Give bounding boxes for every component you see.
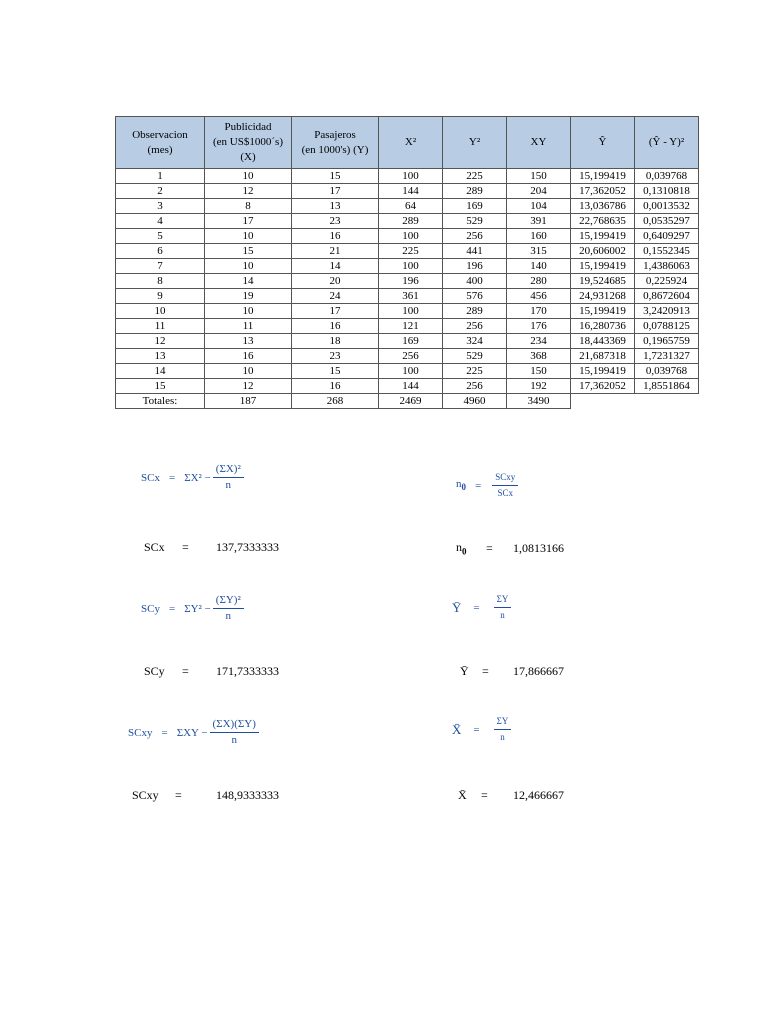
fraction-numerator: SCxy (492, 471, 518, 486)
fraction-denominator: n (231, 734, 237, 746)
fraction-denominator: n (225, 479, 232, 491)
result-label: $n_0$ (456, 540, 467, 557)
table-cell: 14 (116, 364, 205, 379)
table-cell: 0,0788125 (635, 319, 699, 334)
table-cell: 24,931268 (571, 289, 635, 304)
table-cell: 1,8551864 (635, 379, 699, 394)
formula-lhs: X̄ (452, 721, 462, 737)
table-cell: 17,362052 (571, 184, 635, 199)
result-value: 137,7333333 (216, 540, 279, 554)
table-row (116, 319, 699, 334)
fraction (492, 471, 518, 500)
result-value: 148,9333333 (216, 788, 279, 802)
formula-lhs: SCy (141, 602, 160, 615)
result-value: 12,466667 (513, 788, 564, 802)
table-cell: 19 (205, 289, 292, 304)
table-cell: 225 (443, 169, 507, 184)
fraction-denominator: n (225, 610, 232, 622)
fraction-numerator: (ΣX)(ΣY) (210, 718, 259, 733)
table-row (116, 289, 699, 304)
fraction (494, 715, 512, 744)
equals-sign: = (473, 723, 480, 736)
table-cell: 15,199419 (571, 169, 635, 184)
table-cell: 0,039768 (635, 364, 699, 379)
fraction (494, 593, 512, 622)
formula-scy (141, 594, 244, 623)
table-cell: 13 (292, 199, 379, 214)
table-cell: 192 (507, 379, 571, 394)
result-label: SCy (144, 664, 165, 678)
table-cell: 3,2420913 (635, 304, 699, 319)
table-cell: 12 (205, 184, 292, 199)
table-cell: 289 (443, 304, 507, 319)
equals-sign: = (481, 788, 488, 802)
table-cell: 196 (379, 274, 443, 289)
result-label: Ȳ (460, 664, 469, 678)
fraction-numerator: ΣY (494, 593, 512, 608)
table-cell: 0,0535297 (635, 214, 699, 229)
equals-sign: = (182, 540, 189, 554)
table-cell: 361 (379, 289, 443, 304)
table-cell: 289 (379, 214, 443, 229)
table-cell: 225 (379, 244, 443, 259)
formula-scxy (128, 718, 259, 747)
totals-cell: 2469 (379, 394, 443, 409)
formula-lhs: SCx (141, 471, 160, 484)
table-cell: 315 (507, 244, 571, 259)
table-cell: 20 (292, 274, 379, 289)
table-cell: 100 (379, 364, 443, 379)
table-cell: 11 (205, 319, 292, 334)
table-header-row (116, 117, 699, 169)
table-cell: 13,036786 (571, 199, 635, 214)
table-cell: 0,6409297 (635, 229, 699, 244)
table-cell: 0,0013532 (635, 199, 699, 214)
table-cell: 3 (116, 199, 205, 214)
table-cell: 22,768635 (571, 214, 635, 229)
header-xy: XY (507, 117, 571, 169)
equals-sign: = (486, 540, 493, 555)
formula-lead: ΣXY − (176, 726, 208, 739)
result-value: 1,0813166 (513, 540, 564, 555)
table-cell: 2 (116, 184, 205, 199)
table-cell: 204 (507, 184, 571, 199)
table-cell: 140 (507, 259, 571, 274)
table-row (116, 334, 699, 349)
result-value: 17,866667 (513, 664, 564, 678)
formula-lead: ΣY² − (184, 602, 211, 615)
table-cell: 16 (292, 319, 379, 334)
totals-cell: 187 (205, 394, 292, 409)
result-value: 171,7333333 (216, 664, 279, 678)
formula-lhs: SCxy (128, 726, 153, 739)
table-cell: 20,606002 (571, 244, 635, 259)
table-cell: 15,199419 (571, 229, 635, 244)
equals-sign: = (482, 664, 489, 678)
table-cell: 100 (379, 259, 443, 274)
result-label: X̄ (458, 788, 467, 802)
totals-row (116, 394, 699, 409)
table-cell: 15,199419 (571, 364, 635, 379)
table-cell: 18 (292, 334, 379, 349)
table-cell: 15 (292, 364, 379, 379)
formula-lead: ΣX² − (184, 471, 211, 484)
totals-cell: 4960 (443, 394, 507, 409)
table-cell: 1,7231327 (635, 349, 699, 364)
equals-sign: = (175, 788, 182, 802)
table-cell: 104 (507, 199, 571, 214)
header-residual-squared: (Ŷ - Y)² (635, 117, 699, 169)
table-cell: 150 (507, 364, 571, 379)
formula-b0 (456, 471, 518, 500)
table-cell: 280 (507, 274, 571, 289)
table-cell: 10 (116, 304, 205, 319)
table-cell: 14 (205, 274, 292, 289)
table-cell: 256 (443, 319, 507, 334)
fraction-denominator: SCx (497, 488, 513, 498)
header-pasajeros: Pasajeros (en 1000's) (Y) (292, 117, 379, 169)
table-row (116, 379, 699, 394)
table-cell: 7 (116, 259, 205, 274)
table-cell: 529 (443, 214, 507, 229)
header-observacion: Observacion (mes) (116, 117, 205, 169)
table-cell: 17 (292, 304, 379, 319)
table-cell: 121 (379, 319, 443, 334)
table-cell: 400 (443, 274, 507, 289)
table-cell: 16,280736 (571, 319, 635, 334)
table-cell: 456 (507, 289, 571, 304)
result-ybar (460, 664, 564, 679)
table-cell: 0,1310818 (635, 184, 699, 199)
table-cell: 234 (507, 334, 571, 349)
table-row (116, 304, 699, 319)
fraction (210, 718, 259, 747)
table-cell: 144 (379, 379, 443, 394)
equals-sign: = (168, 471, 176, 484)
equals-sign: = (473, 601, 480, 614)
table-cell: 576 (443, 289, 507, 304)
table-cell: 150 (507, 169, 571, 184)
table-cell: 24 (292, 289, 379, 304)
equals-sign: = (168, 602, 176, 615)
table-row (116, 199, 699, 214)
table-cell: 6 (116, 244, 205, 259)
formula-scx (141, 463, 244, 492)
table-cell: 23 (292, 214, 379, 229)
equals-sign: = (182, 664, 189, 678)
table-cell: 15 (116, 379, 205, 394)
table-row (116, 214, 699, 229)
table-cell: 19,524685 (571, 274, 635, 289)
table-cell: 441 (443, 244, 507, 259)
table-cell: 100 (379, 169, 443, 184)
table-cell: 17 (205, 214, 292, 229)
fraction (213, 594, 244, 623)
table-cell: 196 (443, 259, 507, 274)
table-row (116, 274, 699, 289)
formula-xbar (452, 715, 511, 744)
table-cell: 64 (379, 199, 443, 214)
fraction-denominator: n (500, 732, 505, 742)
table-cell: 368 (507, 349, 571, 364)
header-y-squared: Y² (443, 117, 507, 169)
table-cell: 289 (443, 184, 507, 199)
table-cell: 170 (507, 304, 571, 319)
table-row (116, 349, 699, 364)
table-cell: 12 (116, 334, 205, 349)
table-cell: 17 (292, 184, 379, 199)
result-scy (144, 664, 279, 679)
fraction (213, 463, 244, 492)
table-cell: 15 (205, 244, 292, 259)
table-cell: 1,4386063 (635, 259, 699, 274)
table-cell: 5 (116, 229, 205, 244)
table-cell: 10 (205, 364, 292, 379)
formula-lhs: Ȳ (452, 599, 462, 615)
totals-cell: 268 (292, 394, 379, 409)
table-cell: 15,199419 (571, 259, 635, 274)
table-cell: 8 (205, 199, 292, 214)
table-row (116, 364, 699, 379)
table-cell: 15,199419 (571, 304, 635, 319)
equals-sign: = (475, 479, 482, 492)
table-cell: 0,039768 (635, 169, 699, 184)
table-cell: 4 (116, 214, 205, 229)
table-cell: 15 (292, 169, 379, 184)
table-cell: 21,687318 (571, 349, 635, 364)
fraction-numerator: (ΣY)² (213, 594, 244, 609)
result-label: SCxy (132, 788, 159, 802)
table-cell: 169 (443, 199, 507, 214)
table-cell: 529 (443, 349, 507, 364)
table-cell: 256 (443, 379, 507, 394)
table-cell: 18,443369 (571, 334, 635, 349)
table-row (116, 259, 699, 274)
table-cell: 8 (116, 274, 205, 289)
result-xbar (458, 788, 564, 803)
result-scxy (132, 788, 279, 803)
table-cell: 23 (292, 349, 379, 364)
result-b0 (456, 540, 564, 556)
table-cell: 16 (205, 349, 292, 364)
result-label: SCx (144, 540, 165, 554)
table-cell: 225 (443, 364, 507, 379)
table-row (116, 244, 699, 259)
table-cell: 324 (443, 334, 507, 349)
header-x-squared: X² (379, 117, 443, 169)
table-cell: 11 (116, 319, 205, 334)
fraction-numerator: (ΣX)² (213, 463, 244, 478)
table-cell: 13 (116, 349, 205, 364)
table-row (116, 169, 699, 184)
regression-data-table (115, 116, 699, 409)
table-cell: 10 (205, 229, 292, 244)
fraction-numerator: ΣY (494, 715, 512, 730)
table-row (116, 229, 699, 244)
formula-ybar (452, 593, 511, 622)
table-cell: 1 (116, 169, 205, 184)
table-cell: 0,1965759 (635, 334, 699, 349)
table-cell: 144 (379, 184, 443, 199)
empty-cell (635, 394, 699, 409)
table-cell: 169 (379, 334, 443, 349)
table-cell: 10 (205, 304, 292, 319)
empty-cell (571, 394, 635, 409)
header-y-hat: Ŷ (571, 117, 635, 169)
result-scx (144, 540, 279, 555)
table-body (116, 169, 699, 409)
table-cell: 16 (292, 229, 379, 244)
table-row (116, 184, 699, 199)
table-cell: 16 (292, 379, 379, 394)
table-cell: 13 (205, 334, 292, 349)
table-cell: 256 (443, 229, 507, 244)
table-cell: 0,1552345 (635, 244, 699, 259)
table-cell: 160 (507, 229, 571, 244)
table-cell: 0,225924 (635, 274, 699, 289)
table-cell: 17,362052 (571, 379, 635, 394)
formula-lhs: $n_0$ (456, 478, 466, 493)
table-cell: 100 (379, 304, 443, 319)
table-cell: 256 (379, 349, 443, 364)
table-cell: 10 (205, 259, 292, 274)
table-cell: 10 (205, 169, 292, 184)
equals-sign: = (161, 726, 168, 739)
table-cell: 14 (292, 259, 379, 274)
header-publicidad: Publicidad (en US$1000´s) (X) (205, 117, 292, 169)
table-cell: 0,8672604 (635, 289, 699, 304)
table-cell: 9 (116, 289, 205, 304)
totals-cell: 3490 (507, 394, 571, 409)
table-cell: 21 (292, 244, 379, 259)
table-cell: 100 (379, 229, 443, 244)
totals-label: Totales: (116, 394, 205, 409)
table-cell: 176 (507, 319, 571, 334)
fraction-denominator: n (500, 610, 505, 620)
table-cell: 12 (205, 379, 292, 394)
table-cell: 391 (507, 214, 571, 229)
